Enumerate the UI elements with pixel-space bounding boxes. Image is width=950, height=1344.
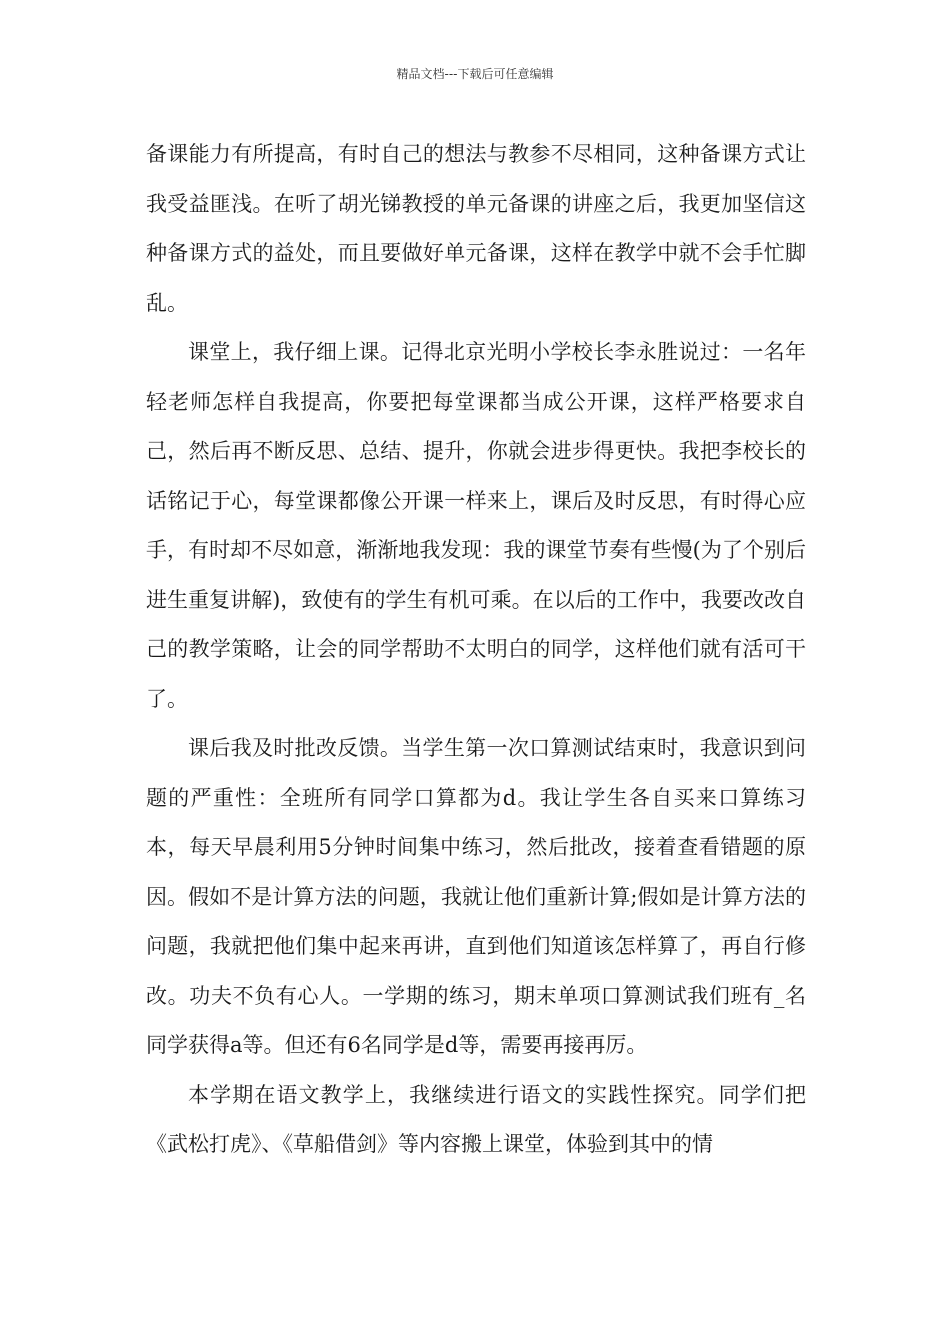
paragraph-4: 本学期在语文教学上，我继续进行语文的实践性探究。同学们把《武松打虎》、《草船借剑》等内容搬上课堂，体验到其中的情	[146, 1082, 806, 1156]
page-header: 精品文档---下载后可任意编辑	[396, 67, 554, 81]
document-body	[146, 130, 806, 1170]
paragraph-1: 备课能力有所提高，有时自己的想法与教参不尽相同，这种备课方式让我受益匪浅。在听了胡光锑教授的单元备课的讲座之后，我更加坚信这种备课方式的益处，而且要做好单元备课，这样在教学中就不会手忙脚乱。	[146, 142, 806, 315]
paragraph-2: 课堂上，我仔细上课。记得北京光明小学校长李永胜说过：一名年轻老师怎样自我提高，你要把每堂课都当成公开课，这样严格要求自己，然后再不断反思、总结、提升，你就会进步得更快。我把李校长的话铭记于心，每堂课都像公开课一样来上，课后及时反思，有时得心应手，有时却不尽如意，渐渐地我发现：我的课堂节奏有些慢(为了个别后进生重复讲解)，致使有的学生有机可乘。在以后的工作中，我要改改自己的教学策略，让会的同学帮助不太明白的同学，这样他们就有活可干了。	[146, 340, 806, 711]
paragraph-3: 课后我及时批改反馈。当学生第一次口算测试结束时，我意识到问题的严重性：全班所有同学口算都为d。我让学生各自买来口算练习本，每天早晨利用5分钟时间集中练习，然后批改，接着查看错题的原因。假如不是计算方法的问题，我就让他们重新计算;假如是计算方法的问题，我就把他们集中起来再讲，直到他们知道该怎样算了，再自行修改。功夫不负有心人。一学期的练习，期末单项口算测试我们班有_名同学获得a等。但还有6名同学是d等，需要再接再厉。	[146, 736, 806, 1057]
